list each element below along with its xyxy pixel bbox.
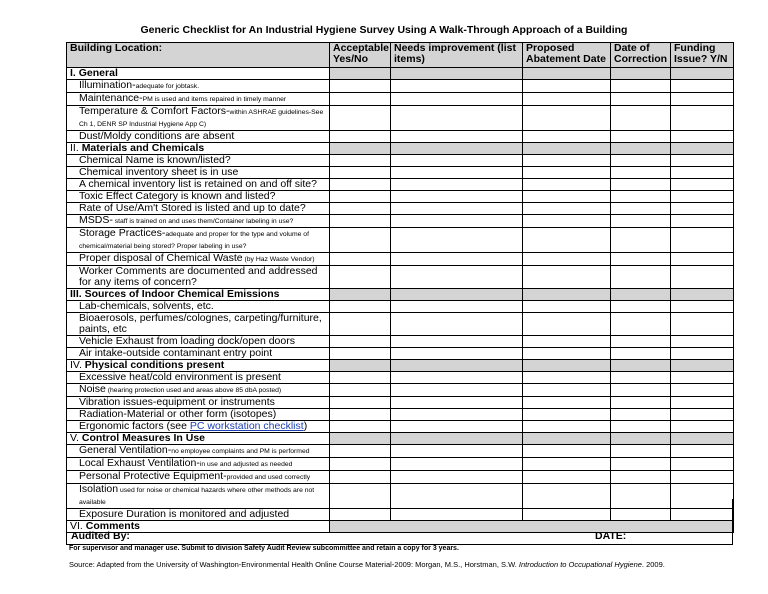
- checklist-cell[interactable]: [671, 433, 734, 445]
- document-title: Generic Checklist for An Industrial Hygiene Survey Using A Walk-Through Approach of a Building: [140, 24, 628, 36]
- section-title: [67, 68, 330, 80]
- checklist-row: [67, 131, 734, 143]
- checklist-cell[interactable]: [391, 179, 523, 191]
- checklist-cell[interactable]: [391, 106, 523, 131]
- checklist-cell[interactable]: [523, 179, 611, 191]
- checklist-cell[interactable]: [330, 215, 391, 228]
- checklist-cell[interactable]: [391, 80, 523, 93]
- checklist-cell[interactable]: [611, 313, 671, 336]
- checklist-item: [67, 93, 330, 106]
- header-row: [67, 43, 734, 68]
- checklist-item: [67, 179, 330, 191]
- header-funding-issue: Funding Issue? Y/N: [671, 43, 734, 68]
- checklist-row: [67, 167, 734, 179]
- checklist-cell[interactable]: [523, 433, 611, 445]
- checklist-cell[interactable]: [391, 384, 523, 397]
- source-suffix: . 2009.: [641, 560, 665, 569]
- checklist-cell[interactable]: [523, 131, 611, 143]
- section-title: [67, 289, 330, 301]
- checklist-row: [67, 203, 734, 215]
- checklist-cell[interactable]: [391, 93, 523, 106]
- workstation-checklist-link[interactable]: PC workstation checklist: [189, 420, 304, 432]
- checklist-row: [67, 313, 734, 336]
- checklist-cell[interactable]: [671, 301, 734, 313]
- section-number: V.: [70, 432, 79, 444]
- checklist-cell[interactable]: [671, 471, 734, 484]
- section-title: [67, 433, 330, 445]
- checklist-cell[interactable]: [671, 203, 734, 215]
- checklist-cell[interactable]: [611, 143, 671, 155]
- checklist-cell[interactable]: [671, 348, 734, 360]
- item-text: Vibration issues-equipment or instruments: [79, 396, 275, 408]
- checklist-cell[interactable]: [523, 384, 611, 397]
- checklist-item: [67, 167, 330, 179]
- checklist-cell[interactable]: [611, 348, 671, 360]
- item-text: Proper disposal of Chemical Waste: [79, 252, 243, 264]
- checklist-cell[interactable]: [611, 433, 671, 445]
- checklist-cell[interactable]: [391, 372, 523, 384]
- footer-note: For supervisor and manager use. Submit to division Safety Audit Review subcommittee and retain a copy for 3 years.: [69, 545, 459, 552]
- checklist-cell[interactable]: [523, 253, 611, 266]
- item-text: Radiation-Material or other form (isotopes): [79, 408, 277, 420]
- checklist-cell[interactable]: [330, 203, 391, 215]
- section-number: VI.: [70, 520, 83, 532]
- item-text: Ergonomic factors (see: [79, 420, 190, 432]
- checklist-cell[interactable]: [671, 384, 734, 397]
- checklist-cell[interactable]: [611, 458, 671, 471]
- checklist-cell[interactable]: [330, 397, 391, 409]
- checklist-cell[interactable]: [523, 397, 611, 409]
- checklist-row: [67, 253, 734, 266]
- checklist-cell[interactable]: [611, 372, 671, 384]
- checklist-cell[interactable]: [330, 372, 391, 384]
- checklist-cell[interactable]: [330, 433, 391, 445]
- checklist-cell[interactable]: [671, 336, 734, 348]
- section-row: [67, 68, 734, 80]
- checklist-cell[interactable]: [391, 397, 523, 409]
- source-prefix: Source: Adapted from the University of Washington-Environmental Health Online Course Material-2009: Morgan, M.S., Horstman, S.W.: [69, 560, 519, 569]
- section-name: Materials and Chemicals: [81, 142, 205, 154]
- checklist-table: [66, 42, 734, 533]
- checklist-cell[interactable]: [671, 421, 734, 433]
- checklist-cell[interactable]: [671, 143, 734, 155]
- checklist-cell[interactable]: [523, 471, 611, 484]
- item-note: adequate and proper for the type and volume of chemical/material being stored? Proper labeling in use?: [79, 231, 309, 250]
- checklist-cell[interactable]: [671, 253, 734, 266]
- item-text: A chemical inventory list is retained on and off site?: [79, 178, 317, 190]
- checklist-cell[interactable]: [330, 155, 391, 167]
- item-note: within ASHRAE guidelines-See Ch 1, DENR SP Industrial Hygiene App C): [79, 109, 324, 128]
- checklist-cell[interactable]: [391, 167, 523, 179]
- section-name: Sources of Indoor Chemical Emissions: [84, 288, 280, 300]
- section-name: Comments: [85, 520, 141, 532]
- item-note: provided and used correctly: [226, 474, 311, 481]
- checklist-cell[interactable]: [523, 458, 611, 471]
- checklist-cell[interactable]: [611, 253, 671, 266]
- checklist-cell[interactable]: [523, 421, 611, 433]
- item-text: MSDS-: [79, 214, 113, 226]
- checklist-cell[interactable]: [523, 143, 611, 155]
- checklist-cell[interactable]: [611, 203, 671, 215]
- checklist-cell[interactable]: [611, 167, 671, 179]
- section-name: General: [78, 67, 118, 79]
- checklist-cell[interactable]: [671, 458, 734, 471]
- checklist-cell[interactable]: [523, 360, 611, 372]
- item-text: Excessive heat/cold environment is present: [79, 371, 281, 383]
- checklist-cell[interactable]: [611, 228, 671, 253]
- checklist-cell[interactable]: [523, 191, 611, 203]
- checklist-item: [67, 106, 330, 131]
- checklist-row: [67, 471, 734, 484]
- item-text: Air intake-outside contaminant entry point: [79, 347, 273, 359]
- checklist-item: [67, 191, 330, 203]
- section-title: [67, 143, 330, 155]
- item-note: (hearing protection used and areas above 85 dbA posted): [105, 387, 282, 394]
- checklist-cell[interactable]: [391, 433, 523, 445]
- checklist-cell[interactable]: [523, 203, 611, 215]
- checklist-row: [67, 336, 734, 348]
- item-text: Noise: [79, 383, 106, 395]
- checklist-cell[interactable]: [611, 155, 671, 167]
- checklist-cell[interactable]: [391, 336, 523, 348]
- checklist-cell[interactable]: [330, 253, 391, 266]
- checklist-cell[interactable]: [391, 445, 523, 458]
- checklist-cell[interactable]: [611, 471, 671, 484]
- item-note: in use and adjusted as needed: [199, 461, 293, 468]
- item-text: Dust/Moldy conditions are absent: [79, 130, 235, 142]
- checklist-cell[interactable]: [330, 106, 391, 131]
- item-note: staff is trained on and uses them/Container labeling in use?: [112, 218, 294, 225]
- checklist-row: [67, 421, 734, 433]
- checklist-cell[interactable]: [523, 68, 611, 80]
- checklist-row: [67, 348, 734, 360]
- checklist-item: [67, 131, 330, 143]
- checklist-cell[interactable]: [330, 313, 391, 336]
- checklist-cell[interactable]: [611, 179, 671, 191]
- checklist-item: [67, 421, 330, 433]
- checklist-cell[interactable]: [523, 348, 611, 360]
- checklist-row: [67, 191, 734, 203]
- checklist-cell[interactable]: [330, 289, 391, 301]
- section-row: [67, 433, 734, 445]
- checklist-cell[interactable]: [523, 409, 611, 421]
- checklist-item: [67, 203, 330, 215]
- checklist-cell[interactable]: [523, 336, 611, 348]
- checklist-item: [67, 301, 330, 313]
- checklist-cell[interactable]: [611, 266, 671, 289]
- checklist-cell[interactable]: [611, 289, 671, 301]
- item-text: Worker Comments are documented and addressed for any items of concern?: [79, 265, 318, 288]
- item-text: Temperature & Comfort Factors-: [79, 105, 230, 117]
- checklist-cell[interactable]: [611, 336, 671, 348]
- header-acceptable: Acceptable Yes/No: [330, 43, 391, 68]
- checklist-cell[interactable]: [611, 215, 671, 228]
- checklist-cell[interactable]: [330, 228, 391, 253]
- header-needs-improvement: Needs improvement (list items): [391, 43, 523, 68]
- checklist-item: [67, 155, 330, 167]
- item-text: Rate of Use/Am't Stored is listed and up to date?: [79, 202, 306, 214]
- checklist-cell[interactable]: [523, 266, 611, 289]
- checklist-cell[interactable]: [391, 266, 523, 289]
- checklist-cell[interactable]: [611, 445, 671, 458]
- checklist-cell[interactable]: [523, 167, 611, 179]
- item-text: Exposure Duration is monitored and adjusted: [79, 508, 290, 520]
- checklist-cell[interactable]: [391, 68, 523, 80]
- checklist-cell[interactable]: [391, 215, 523, 228]
- checklist-cell[interactable]: [330, 445, 391, 458]
- checklist-cell[interactable]: [330, 266, 391, 289]
- checklist-cell[interactable]: [330, 384, 391, 397]
- checklist-cell[interactable]: [330, 421, 391, 433]
- item-text: Lab-chemicals, solvents, etc.: [79, 300, 214, 312]
- checklist-cell[interactable]: [671, 179, 734, 191]
- checklist-cell[interactable]: [611, 131, 671, 143]
- section-number: III.: [70, 288, 82, 300]
- checklist-cell[interactable]: [671, 372, 734, 384]
- checklist-row: [67, 106, 734, 131]
- checklist-cell[interactable]: [523, 445, 611, 458]
- checklist-cell[interactable]: [671, 93, 734, 106]
- checklist-cell[interactable]: [330, 179, 391, 191]
- section-number: II.: [70, 142, 79, 154]
- checklist-item: [67, 348, 330, 360]
- checklist-cell[interactable]: [671, 68, 734, 80]
- checklist-cell[interactable]: [330, 458, 391, 471]
- checklist-cell[interactable]: [523, 228, 611, 253]
- section-number: I.: [70, 67, 76, 79]
- checklist-item: [67, 336, 330, 348]
- checklist-row: [67, 397, 734, 409]
- checklist-cell[interactable]: [330, 471, 391, 484]
- checklist-cell[interactable]: [523, 93, 611, 106]
- checklist-cell[interactable]: [330, 348, 391, 360]
- checklist-row: [67, 372, 734, 384]
- checklist-row: [67, 93, 734, 106]
- checklist-cell[interactable]: [671, 228, 734, 253]
- checklist-cell[interactable]: [330, 360, 391, 372]
- checklist-cell[interactable]: [330, 167, 391, 179]
- checklist-cell[interactable]: [671, 360, 734, 372]
- item-text: Vehicle Exhaust from loading dock/open doors: [79, 335, 295, 347]
- item-text: Bioaerosols, perfumes/colognes, carpeting/furniture, paints, etc: [79, 312, 322, 335]
- checklist-item: [67, 384, 330, 397]
- checklist-cell[interactable]: [671, 266, 734, 289]
- checklist-row: [67, 384, 734, 397]
- checklist-item: [67, 228, 330, 253]
- checklist-cell[interactable]: [671, 131, 734, 143]
- checklist-cell[interactable]: [391, 191, 523, 203]
- item-text: Personal Protective Equipment-: [79, 470, 227, 482]
- checklist-cell[interactable]: [611, 384, 671, 397]
- checklist-cell[interactable]: [523, 372, 611, 384]
- checklist-cell[interactable]: [611, 68, 671, 80]
- checklist-cell[interactable]: [391, 289, 523, 301]
- section-name: Physical conditions present: [84, 359, 225, 371]
- item-text: Toxic Effect Category is known and listed?: [79, 190, 276, 202]
- checklist-cell[interactable]: [671, 289, 734, 301]
- checklist-cell[interactable]: [391, 313, 523, 336]
- checklist-cell[interactable]: [330, 68, 391, 80]
- item-note: PM is used and items repaired in timely manner: [142, 96, 287, 103]
- item-note: adequate for jobtask.: [135, 83, 200, 90]
- checklist-cell[interactable]: [671, 191, 734, 203]
- checklist-cell[interactable]: [391, 458, 523, 471]
- checklist-item: [67, 397, 330, 409]
- checklist-cell[interactable]: [611, 106, 671, 131]
- checklist-cell[interactable]: [523, 301, 611, 313]
- checklist-cell[interactable]: [671, 167, 734, 179]
- checklist-cell[interactable]: [671, 80, 734, 93]
- checklist-cell[interactable]: [391, 471, 523, 484]
- checklist-item: [67, 80, 330, 93]
- section-number: IV.: [70, 359, 82, 371]
- checklist-cell[interactable]: [391, 253, 523, 266]
- checklist-cell[interactable]: [330, 80, 391, 93]
- checklist-cell[interactable]: [611, 360, 671, 372]
- section-title: [67, 360, 330, 372]
- checklist-item: [67, 445, 330, 458]
- checklist-cell[interactable]: [523, 289, 611, 301]
- checklist-cell[interactable]: [391, 348, 523, 360]
- item-text: Storage Practices-: [79, 227, 166, 239]
- checklist-row: [67, 409, 734, 421]
- checklist-cell[interactable]: [671, 313, 734, 336]
- section-row: [67, 289, 734, 301]
- checklist-row: [67, 266, 734, 289]
- checklist-cell[interactable]: [391, 155, 523, 167]
- checklist-row: [67, 179, 734, 191]
- header-building-location: Building Location:: [67, 43, 330, 68]
- section-row: [67, 143, 734, 155]
- checklist-cell[interactable]: [330, 301, 391, 313]
- checklist-cell[interactable]: [671, 215, 734, 228]
- audited-by-label: Audited By:: [71, 530, 130, 542]
- checklist-cell[interactable]: [391, 228, 523, 253]
- checklist-row: [67, 301, 734, 313]
- checklist-cell[interactable]: [523, 215, 611, 228]
- checklist-cell[interactable]: [523, 106, 611, 131]
- checklist-cell[interactable]: [391, 131, 523, 143]
- item-note: used for noise or chemical hazards where other methods are not available: [79, 487, 315, 506]
- checklist-cell[interactable]: [611, 397, 671, 409]
- item-text: Local Exhaust Ventilation-: [79, 457, 200, 469]
- header-date-correction: Date of Correction: [611, 43, 671, 68]
- source-citation: [69, 559, 709, 571]
- item-text: Chemical inventory sheet is in use: [79, 166, 239, 178]
- item-text: Chemical Name is known/listed?: [79, 154, 231, 166]
- checklist-cell[interactable]: [391, 203, 523, 215]
- checklist-cell[interactable]: [611, 191, 671, 203]
- checklist-cell[interactable]: [671, 445, 734, 458]
- checklist-cell[interactable]: [671, 155, 734, 167]
- checklist-cell[interactable]: [330, 191, 391, 203]
- checklist-cell[interactable]: [611, 93, 671, 106]
- checklist-cell[interactable]: [611, 421, 671, 433]
- item-text-after: ): [303, 420, 308, 432]
- item-note: (by Haz Waste Vendor): [242, 256, 315, 263]
- section-row: [67, 360, 734, 372]
- item-text: General Ventilation-: [79, 444, 172, 456]
- checklist-item: [67, 409, 330, 421]
- checklist-cell[interactable]: [611, 409, 671, 421]
- item-text: Isolation: [79, 483, 119, 495]
- audit-area: [66, 499, 733, 545]
- checklist-row: [67, 228, 734, 253]
- checklist-cell[interactable]: [330, 93, 391, 106]
- checklist-item: [67, 266, 330, 289]
- checklist-item: [67, 372, 330, 384]
- checklist-cell[interactable]: [330, 143, 391, 155]
- section-name: Control Measures In Use: [81, 432, 206, 444]
- checklist-cell[interactable]: [523, 155, 611, 167]
- checklist-row: [67, 155, 734, 167]
- checklist-cell[interactable]: [671, 409, 734, 421]
- checklist-cell[interactable]: [330, 336, 391, 348]
- checklist-row: [67, 458, 734, 471]
- source-book-title: Introduction to Occupational Hygiene: [518, 560, 642, 569]
- checklist-cell[interactable]: [523, 80, 611, 93]
- checklist-row: [67, 80, 734, 93]
- checklist-cell[interactable]: [330, 131, 391, 143]
- checklist-cell[interactable]: [391, 409, 523, 421]
- item-note: no employee complaints and PM is performed: [171, 448, 310, 455]
- checklist-cell[interactable]: [671, 106, 734, 131]
- checklist-cell[interactable]: [523, 313, 611, 336]
- header-proposed-date: Proposed Abatement Date: [523, 43, 611, 68]
- checklist-cell[interactable]: [391, 421, 523, 433]
- checklist-cell[interactable]: [611, 301, 671, 313]
- checklist-cell[interactable]: [391, 360, 523, 372]
- checklist-row: [67, 215, 734, 228]
- checklist-cell[interactable]: [671, 397, 734, 409]
- checklist-item: [67, 253, 330, 266]
- checklist-item: [67, 458, 330, 471]
- checklist-item: [67, 215, 330, 228]
- item-text: Illumination-: [79, 79, 136, 91]
- checklist-item: [67, 313, 330, 336]
- checklist-row: [67, 445, 734, 458]
- date-label: DATE:: [595, 530, 627, 542]
- checklist-cell[interactable]: [611, 80, 671, 93]
- checklist-item: [67, 471, 330, 484]
- checklist-cell[interactable]: [391, 301, 523, 313]
- item-text: Maintenance-: [79, 92, 143, 104]
- checklist-cell[interactable]: [330, 409, 391, 421]
- checklist-cell[interactable]: [391, 143, 523, 155]
